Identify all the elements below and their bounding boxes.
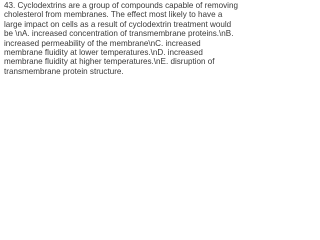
question-card — [0, 0, 238, 88]
question-line: transmembrane protein structure. — [4, 66, 124, 76]
question-line: large impact on cells as a result of cyclodextrin treatment would — [4, 19, 232, 29]
question-line: membrane fluidity at lower temperatures.\nD. increased — [4, 47, 203, 57]
question-text — [4, 1, 238, 76]
question-line: cholesterol from membranes. The effect most likely to have a — [4, 10, 223, 20]
question-line: 43. Cyclodextrins are a group of compounds capable of removing — [4, 1, 238, 10]
question-line: increased permeability of the membrane\nC. increased — [4, 38, 201, 48]
question-line: membrane fluidity at higher temperatures.\nE. disruption of — [4, 57, 215, 67]
question-line: be \nA. increased concentration of transmembrane proteins.\nB. — [4, 29, 234, 39]
